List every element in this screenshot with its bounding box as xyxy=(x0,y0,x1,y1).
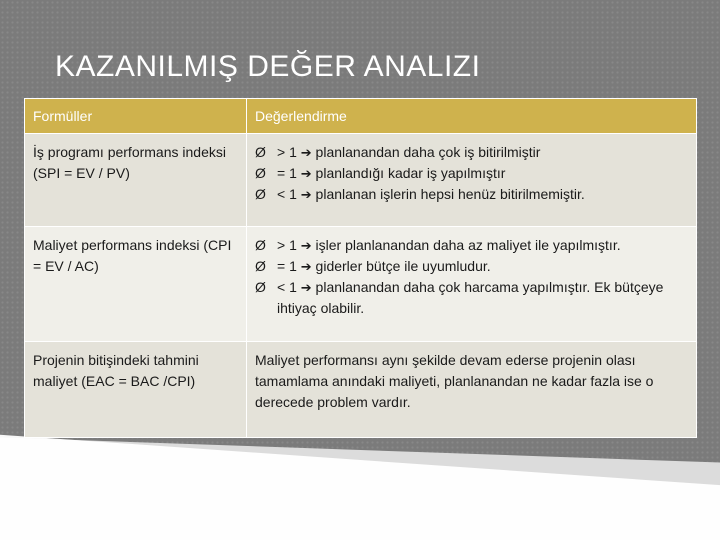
operator: > 1 xyxy=(277,237,297,253)
arrowhead-bullet-icon: Ø xyxy=(255,165,266,181)
evaluation-text: planlanan işlerin hepsi henüz bitirilmemiştir. xyxy=(315,186,585,202)
list-item xyxy=(255,142,688,163)
operator: < 1 xyxy=(277,186,297,202)
evaluation-cell: Maliyet performansı aynı şekilde devam ederse projenin olası tamamlama anındaki maliyeti, planlanandan ne kadar fazla ise o derecede problem vardır. xyxy=(247,342,697,438)
evaluation-list xyxy=(255,235,688,319)
operator: < 1 xyxy=(277,279,297,295)
formula-table xyxy=(24,98,697,438)
list-item xyxy=(255,184,688,205)
right-arrow-icon: ➔ xyxy=(300,238,312,253)
arrowhead-bullet-icon: Ø xyxy=(255,279,266,295)
list-item xyxy=(255,235,688,256)
table-row xyxy=(25,342,697,438)
operator: = 1 xyxy=(277,165,297,181)
table-row xyxy=(25,227,697,342)
formula-cell: İş programı performans indeksi (SPI = EV / PV) xyxy=(25,134,247,227)
list-item xyxy=(255,277,688,319)
formula-cell: Maliyet performans indeksi (CPI = EV / AC) xyxy=(25,227,247,342)
right-arrow-icon: ➔ xyxy=(300,187,312,202)
operator: > 1 xyxy=(277,144,297,160)
operator: = 1 xyxy=(277,258,297,274)
evaluation-text: işler planlanandan daha az maliyet ile yapılmıştır. xyxy=(315,237,621,253)
evaluation-text: planlandığı kadar iş yapılmıştır xyxy=(315,165,506,181)
arrowhead-bullet-icon: Ø xyxy=(255,186,266,202)
right-arrow-icon: ➔ xyxy=(300,259,312,274)
arrowhead-bullet-icon: Ø xyxy=(255,258,266,274)
table-row xyxy=(25,134,697,227)
arrowhead-bullet-icon: Ø xyxy=(255,144,266,160)
evaluation-cell xyxy=(247,134,697,227)
evaluation-list xyxy=(255,142,688,205)
formula-cell: Projenin bitişindeki tahmini maliyet (EAC = BAC /CPI) xyxy=(25,342,247,438)
list-item xyxy=(255,256,688,277)
evaluation-text: planlanandan daha çok iş bitirilmiştir xyxy=(315,144,541,160)
list-item xyxy=(255,163,688,184)
evaluation-text: giderler bütçe ile uyumludur. xyxy=(315,258,491,274)
right-arrow-icon: ➔ xyxy=(300,166,312,181)
header-evaluation: Değerlendirme xyxy=(247,99,697,134)
table-header-row xyxy=(25,99,697,134)
header-formulas: Formüller xyxy=(25,99,247,134)
right-arrow-icon: ➔ xyxy=(300,145,312,160)
evaluation-text: planlanandan daha çok harcama yapılmıştır. Ek bütçeye ihtiyaç olabilir. xyxy=(277,279,664,316)
arrowhead-bullet-icon: Ø xyxy=(255,237,266,253)
slide-title: KAZANILMIŞ DEĞER ANALIZI xyxy=(55,50,481,83)
decorative-band-white xyxy=(0,432,720,540)
evaluation-cell xyxy=(247,227,697,342)
right-arrow-icon: ➔ xyxy=(300,280,312,295)
